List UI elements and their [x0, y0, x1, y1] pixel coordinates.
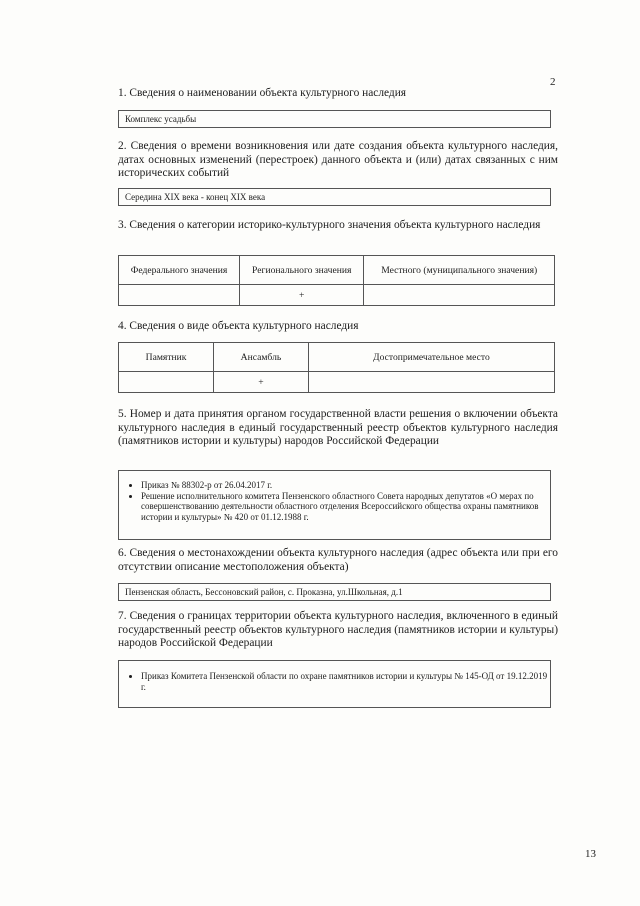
section-7-value-box [118, 660, 551, 708]
significance-category-table [118, 255, 555, 306]
table-cell [119, 372, 214, 393]
column-header: Федерального значения [119, 256, 240, 285]
section-2-value: Середина XIX века - конец XIX века [125, 192, 266, 202]
page-number-top: 2 [550, 76, 556, 88]
decision-list [119, 480, 550, 522]
list-item: • Приказ Комитета Пензенской области по охране памятников истории и культуры № 145-ОД от 19.12.2019 г. [141, 671, 550, 692]
column-header: Ансамбль [214, 343, 309, 372]
page-number-bottom: 13 [585, 848, 596, 860]
section-5-value-box [118, 470, 551, 540]
list-item: • Приказ № 88302-р от 26.04.2017 г. [141, 480, 550, 491]
section-6-value: Пензенская область, Бессоновский район, с. Проказна, ул.Школьная, д.1 [125, 587, 403, 597]
column-header: Памятник [119, 343, 214, 372]
object-type-table [118, 342, 555, 393]
section-6-value-box [118, 583, 551, 601]
section-2-heading: 2. Сведения о времени возникновения или дате создания объекта культурного наследия, датах основных изменений (перестроек) данного объекта и (или) датах связанных с ним исторических событий [118, 140, 558, 179]
column-header: Достопримечательное место [308, 343, 554, 372]
section-6-heading: 6. Сведения о местонахождении объекта культурного наследия (адрес объекта или при его отсутствии описание местоположения объекта) [118, 547, 558, 573]
list-item: • Решение исполнительного комитета Пензенского областного Совета народных депутатов «О мерах по совершенствованию деятельности областного отделения Всероссийского общества охраны памятников истории и культуры» № 420 от 01.12.1988 г. [141, 491, 550, 523]
section-1-value-box [118, 110, 551, 128]
table-cell [119, 285, 240, 306]
column-header: Регионального значения [240, 256, 364, 285]
table-cell: + [214, 372, 309, 393]
column-header: Местного (муниципального значения) [364, 256, 555, 285]
section-4-heading: 4. Сведения о виде объекта культурного наследия [118, 320, 359, 332]
table-cell: + [240, 285, 364, 306]
section-5-heading: 5. Номер и дата принятия органом государственной власти решения о включении объекта культурного наследия в единый государственный реестр объектов культурного наследия (памятников истории и культуры) народов Российской Федерации [118, 408, 558, 447]
section-3-heading: 3. Сведения о категории историко-культурного значения объекта культурного наследия [118, 219, 541, 231]
section-7-heading: 7. Сведения о границах территории объекта культурного наследия, включенного в единый государственный реестр объектов культурного наследия (памятников истории и культуры) народов Российской Федерации [118, 610, 558, 649]
section-1-heading: 1. Сведения о наименовании объекта культурного наследия [118, 87, 407, 99]
table-cell [364, 285, 555, 306]
table-cell [308, 372, 554, 393]
section-1-value: Комплекс усадьбы [125, 114, 197, 124]
boundary-list [119, 671, 550, 692]
section-2-value-box [118, 188, 551, 206]
